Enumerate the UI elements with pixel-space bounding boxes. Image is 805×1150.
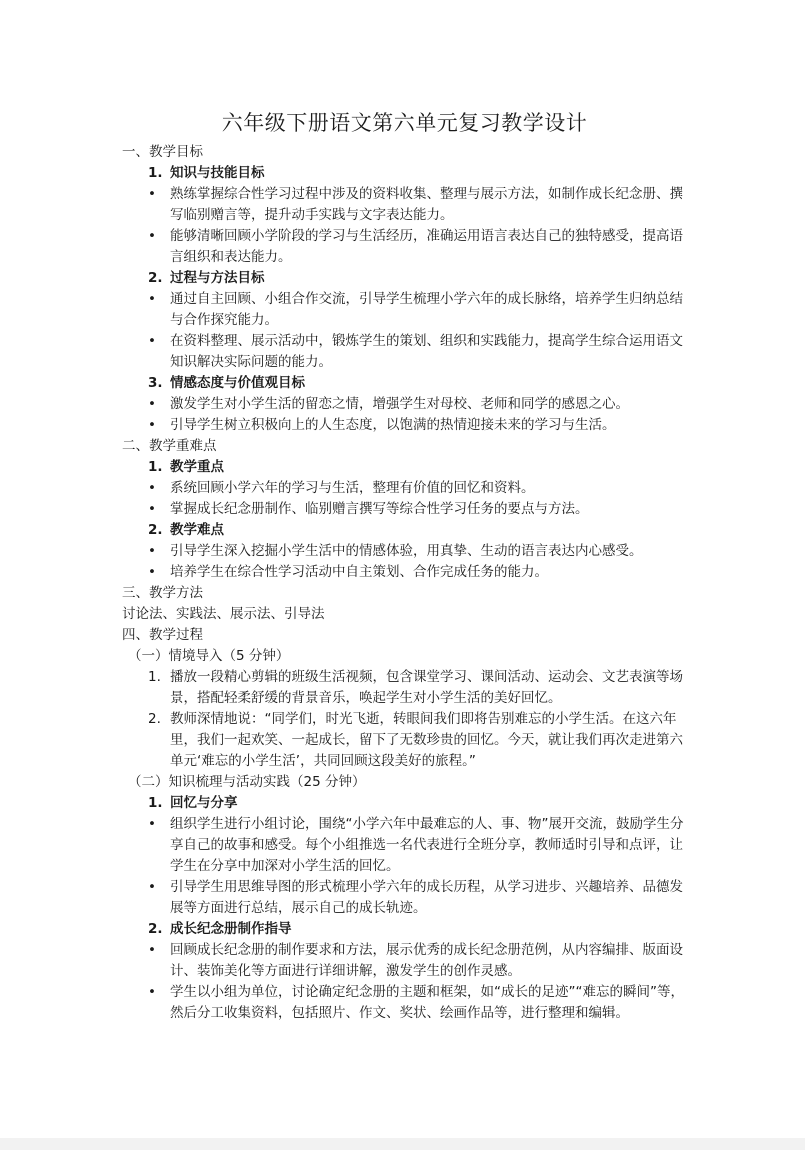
numbered-item <box>122 709 687 772</box>
list-number: 1. <box>148 165 163 181</box>
bullet-icon: • <box>148 291 156 307</box>
bullet-text: 组织学生进行小组讨论，围绕“小学六年中最难忘的人、事、物”展开交流，鼓励学生分享自己的故事和感受。每个小组推选一名代表进行全班分享，教师适时引导和点评，让学生在分享中加深对小学生活的回忆。 <box>170 816 684 874</box>
numbered-heading <box>122 919 687 940</box>
item-text: 播放一段精心剪辑的班级生活视频，包含课堂学习、课间活动、运动会、文艺表演等场景，搭配轻柔舒缓的背景音乐，唤起学生对小学生活的美好回忆。 <box>170 669 683 706</box>
heading-text: 情感态度与价值观目标 <box>170 375 305 391</box>
subsection-heading: （一）情境导入（5 分钟） <box>128 648 290 664</box>
list-number: 1. <box>148 795 163 811</box>
bullet-text: 系统回顾小学六年的学习与生活，整理有价值的回忆和资料。 <box>170 480 535 496</box>
list-number: 2. <box>148 522 163 538</box>
bullet-text: 培养学生在综合性学习活动中自主策划、合作完成任务的能力。 <box>170 564 548 580</box>
bullet-icon: • <box>148 879 156 895</box>
bullet-icon: • <box>148 501 156 517</box>
section-heading-process: 四、教学过程 <box>122 627 203 643</box>
bullet-text: 掌握成长纪念册制作、临别赠言撰写等综合性学习任务的要点与方法。 <box>170 501 589 517</box>
bullet-item <box>122 562 687 583</box>
list-number: 2. <box>148 921 163 937</box>
numbered-heading <box>122 520 687 541</box>
list-number: 3. <box>148 375 163 391</box>
item-text: 教师深情地说：“同学们，时光飞逝，转眼间我们即将告别难忘的小学生活。在这六年里，我们一起欢笑、一起成长，留下了无数珍贵的回忆。今天，就让我们再次走进第六单元‘难忘的小学生活’，共同回顾这段美好的旅程。” <box>170 711 683 769</box>
bullet-item <box>122 982 687 1024</box>
bullet-text: 激发学生对小学生活的留恋之情，增强学生对母校、老师和同学的感恩之心。 <box>170 396 629 412</box>
bullet-text: 熟练掌握综合性学习过程中涉及的资料收集、整理与展示方法，如制作成长纪念册、撰写临别赠言等，提升动手实践与文字表达能力。 <box>170 186 683 223</box>
bullet-icon: • <box>148 816 156 832</box>
methods-text: 讨论法、实践法、展示法、引导法 <box>122 606 325 622</box>
heading-text: 回忆与分享 <box>170 795 238 811</box>
bullet-text: 引导学生深入挖掘小学生活中的情感体验，用真挚、生动的语言表达内心感受。 <box>170 543 643 559</box>
bullet-text: 在资料整理、展示活动中，锻炼学生的策划、组织和实践能力，提高学生综合运用语文知识解决实际问题的能力。 <box>170 333 683 370</box>
section-heading-objectives: 一、教学目标 <box>122 144 203 160</box>
bullet-item <box>122 478 687 499</box>
bullet-text: 学生以小组为单位，讨论确定纪念册的主题和框架，如“成长的足迹”“难忘的瞬间”等，然后分工收集资料，包括照片、作文、奖状、绘画作品等，进行整理和编辑。 <box>170 984 684 1021</box>
bullet-icon: • <box>148 480 156 496</box>
bullet-icon: • <box>148 228 156 244</box>
bullet-text: 通过自主回顾、小组合作交流，引导学生梳理小学六年的成长脉络，培养学生归纳总结与合作探究能力。 <box>170 291 683 328</box>
section-heading-key-points: 二、教学重难点 <box>122 438 217 454</box>
bullet-icon: • <box>148 186 156 202</box>
list-number: 1. <box>148 459 163 475</box>
bullet-icon: • <box>148 417 156 433</box>
bullet-icon: • <box>148 942 156 958</box>
bullet-item <box>122 499 687 520</box>
list-number: 2. <box>148 711 161 727</box>
numbered-heading <box>122 457 687 478</box>
numbered-item <box>122 667 687 709</box>
heading-text: 教学难点 <box>170 522 224 538</box>
bullet-item <box>122 184 687 226</box>
heading-text: 知识与技能目标 <box>170 165 265 181</box>
heading-text: 过程与方法目标 <box>170 270 265 286</box>
document-title: 六年级下册语文第六单元复习教学设计 <box>221 111 588 135</box>
bullet-item <box>122 331 687 373</box>
list-number: 2. <box>148 270 163 286</box>
numbered-heading <box>122 793 687 814</box>
subsection-heading: （二）知识梳理与活动实践（25 分钟） <box>128 774 366 790</box>
bullet-item <box>122 415 687 436</box>
bullet-item <box>122 226 687 268</box>
bullet-item <box>122 814 687 877</box>
list-number: 1. <box>148 669 161 685</box>
bullet-icon: • <box>148 564 156 580</box>
bullet-item <box>122 877 687 919</box>
bullet-text: 引导学生树立积极向上的人生态度，以饱满的热情迎接未来的学习与生活。 <box>170 417 616 433</box>
bullet-icon: • <box>148 984 156 1000</box>
numbered-heading <box>122 163 687 184</box>
bullet-icon: • <box>148 543 156 559</box>
bullet-icon: • <box>148 333 156 349</box>
bullet-item <box>122 289 687 331</box>
bullet-text: 能够清晰回顾小学阶段的学习与生活经历，准确运用语言表达自己的独特感受，提高语言组织和表达能力。 <box>170 228 683 265</box>
bullet-text: 引导学生用思维导图的形式梳理小学六年的成长历程，从学习进步、兴趣培养、品德发展等方面进行总结，展示自己的成长轨迹。 <box>170 879 683 916</box>
heading-text: 教学重点 <box>170 459 224 475</box>
bullet-text: 回顾成长纪念册的制作要求和方法，展示优秀的成长纪念册范例，从内容编排、版面设计、装饰美化等方面进行详细讲解，激发学生的创作灵感。 <box>170 942 683 979</box>
bullet-item <box>122 394 687 415</box>
numbered-heading <box>122 268 687 289</box>
bullet-item <box>122 541 687 562</box>
bullet-item <box>122 940 687 982</box>
bullet-icon: • <box>148 396 156 412</box>
numbered-heading <box>122 373 687 394</box>
section-heading-methods: 三、教学方法 <box>122 585 203 601</box>
heading-text: 成长纪念册制作指导 <box>170 921 292 937</box>
